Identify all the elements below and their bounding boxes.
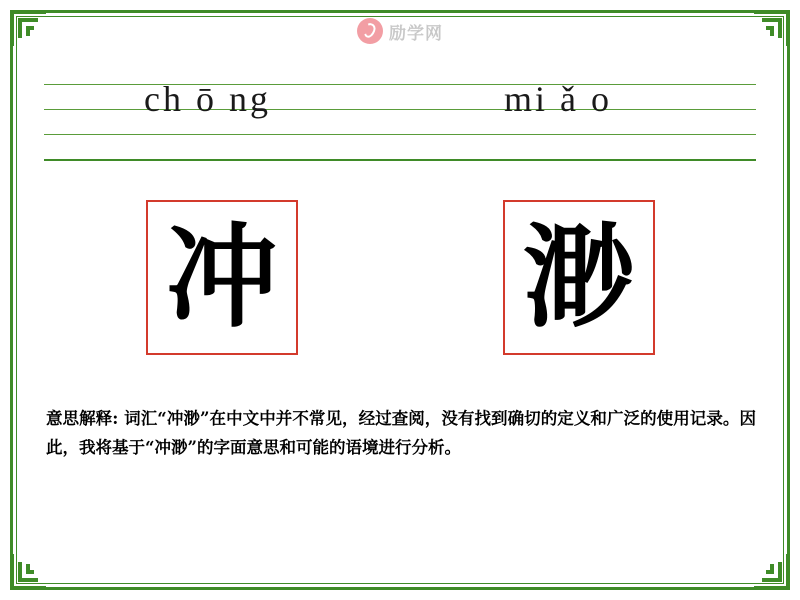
corner-ornament-bottom-left-icon: [8, 552, 48, 592]
pinyin-staff: [44, 79, 756, 160]
site-logo-text: 励学网: [389, 23, 443, 43]
explanation-label: 意思解释:: [46, 409, 119, 428]
corner-ornament-top-right-icon: [752, 8, 792, 48]
corner-ornament-bottom-right-icon: [752, 552, 792, 592]
site-logo: [357, 18, 443, 44]
corner-ornament-top-left-icon: [8, 8, 48, 48]
character-grid-2: [503, 200, 655, 355]
pinyin-first: ch ō ng: [144, 79, 271, 119]
character-grid-row: [0, 200, 800, 360]
character-glyph-1: 冲: [166, 211, 278, 343]
staff-line-3: [44, 134, 756, 135]
flame-circle-logo-icon: [357, 18, 383, 44]
character-glyph-2: 渺: [523, 211, 635, 343]
explanation-paragraph: [46, 405, 756, 463]
explanation-text: 词汇“冲渺”在中文中并不常见，经过查阅，没有找到确切的定义和广泛的使用记录。因此，我将基于“冲渺”的字面意思和可能的语境进行分析。: [46, 409, 756, 457]
pinyin-second: mi ǎ o: [504, 79, 612, 119]
character-grid-1: [146, 200, 298, 355]
staff-line-4: [44, 159, 756, 161]
